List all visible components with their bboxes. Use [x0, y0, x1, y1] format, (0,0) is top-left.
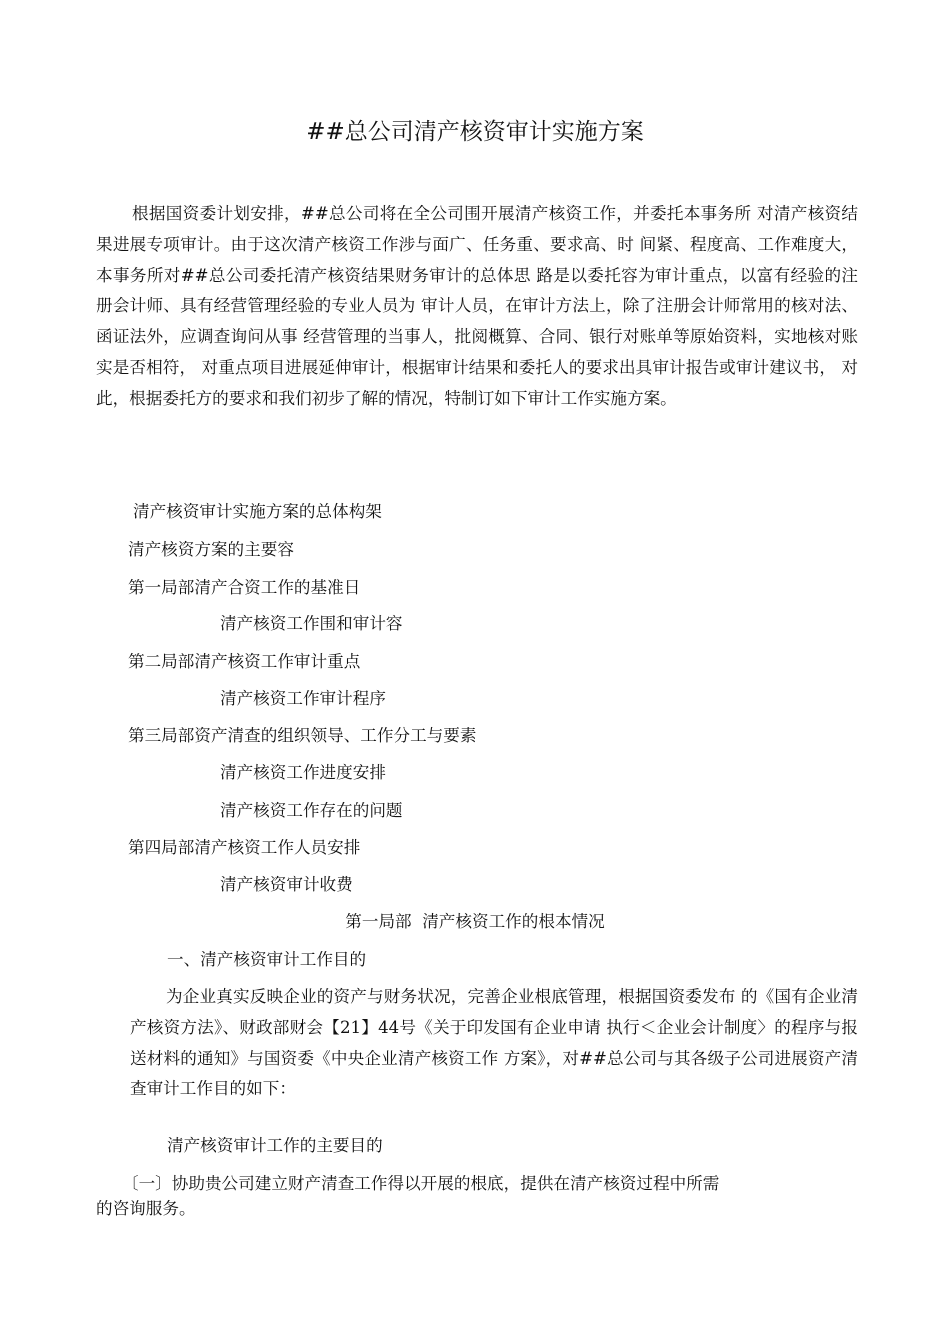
toc-item-issues: 清产核资工作存在的问题 [220, 801, 403, 820]
section-paragraph: 为企业真实反映企业的资产与财务状况，完善企业根底管理，根据国资委发布 的《国有企业清产核资方法》、财政部财会【21】44号《关于印发国有企业申请 执行＜企业会计制度〉的程序与报送材料的通知》与国资委《中央企业清产核资工作 方案》，对##总公司与其各级子公司进展资产清查审计工作目的如下： [130, 987, 858, 1099]
toc-item-part1: 第一局部清产合资工作的基准日 [128, 578, 361, 597]
toc-item-procedure: 清产核资工作审计程序 [220, 689, 386, 708]
toc-item-part4: 第四局部清产核资工作人员安排 [128, 838, 361, 857]
toc-item-part2: 第二局部清产核资工作审计重点 [128, 652, 361, 671]
toc-heading: 清产核资审计实施方案的总体构架 [133, 502, 382, 521]
toc-item-scope: 清产核资工作围和审计容 [220, 614, 403, 633]
list-item-1-line-1: 〔一〕协助贵公司建立财产清查工作得以开展的根底，提供在清产核资过程中所需 [122, 1174, 720, 1193]
toc-item-schedule: 清产核资工作进度安排 [220, 763, 386, 782]
toc-item-part3: 第三局部资产清查的组织领导、工作分工与要素 [128, 726, 477, 745]
list-item-1-line-2: 的咨询服务。 [96, 1199, 196, 1218]
document-title: ##总公司清产核资审计实施方案 [306, 119, 644, 145]
section-subheading: 一、清产核资审计工作目的 [167, 950, 367, 969]
intro-paragraph: 根据国资委计划安排，##总公司将在全公司围开展清产核资工作，并委托本事务所 对清产核资结果进展专项审计。由于这次清产核资工作涉与面广、任务重、要求高、时 间紧、程度高、工作难度大，本事务所对##总公司委托清产核资结果财务审计的总体思 路是以委托容为审计重点，以富有经验的注册会计师、具有经营管理经验的专业人员为 审计人员，在审计方法上，除了注册会计师常用的核对法、函证法外，应调查询问从事 经营管理的当事人，批阅概算、合同、银行对账单等原始资料，实地核对账实是否相符， 对重点项目进展延伸审计，根据审计结果和委托人的要求出具审计报告或审计建议书， 对此，根据委托方的要求和我们初步了解的情况，特制订如下审计工作实施方案。 [96, 204, 858, 408]
section-heading: 第一局部 清产核资工作的根本情况 [345, 912, 605, 931]
purpose-heading: 清产核资审计工作的主要目的 [167, 1136, 383, 1155]
toc-item-main-content: 清产核资方案的主要容 [128, 540, 294, 559]
toc-item-fee: 清产核资审计收费 [220, 875, 353, 894]
